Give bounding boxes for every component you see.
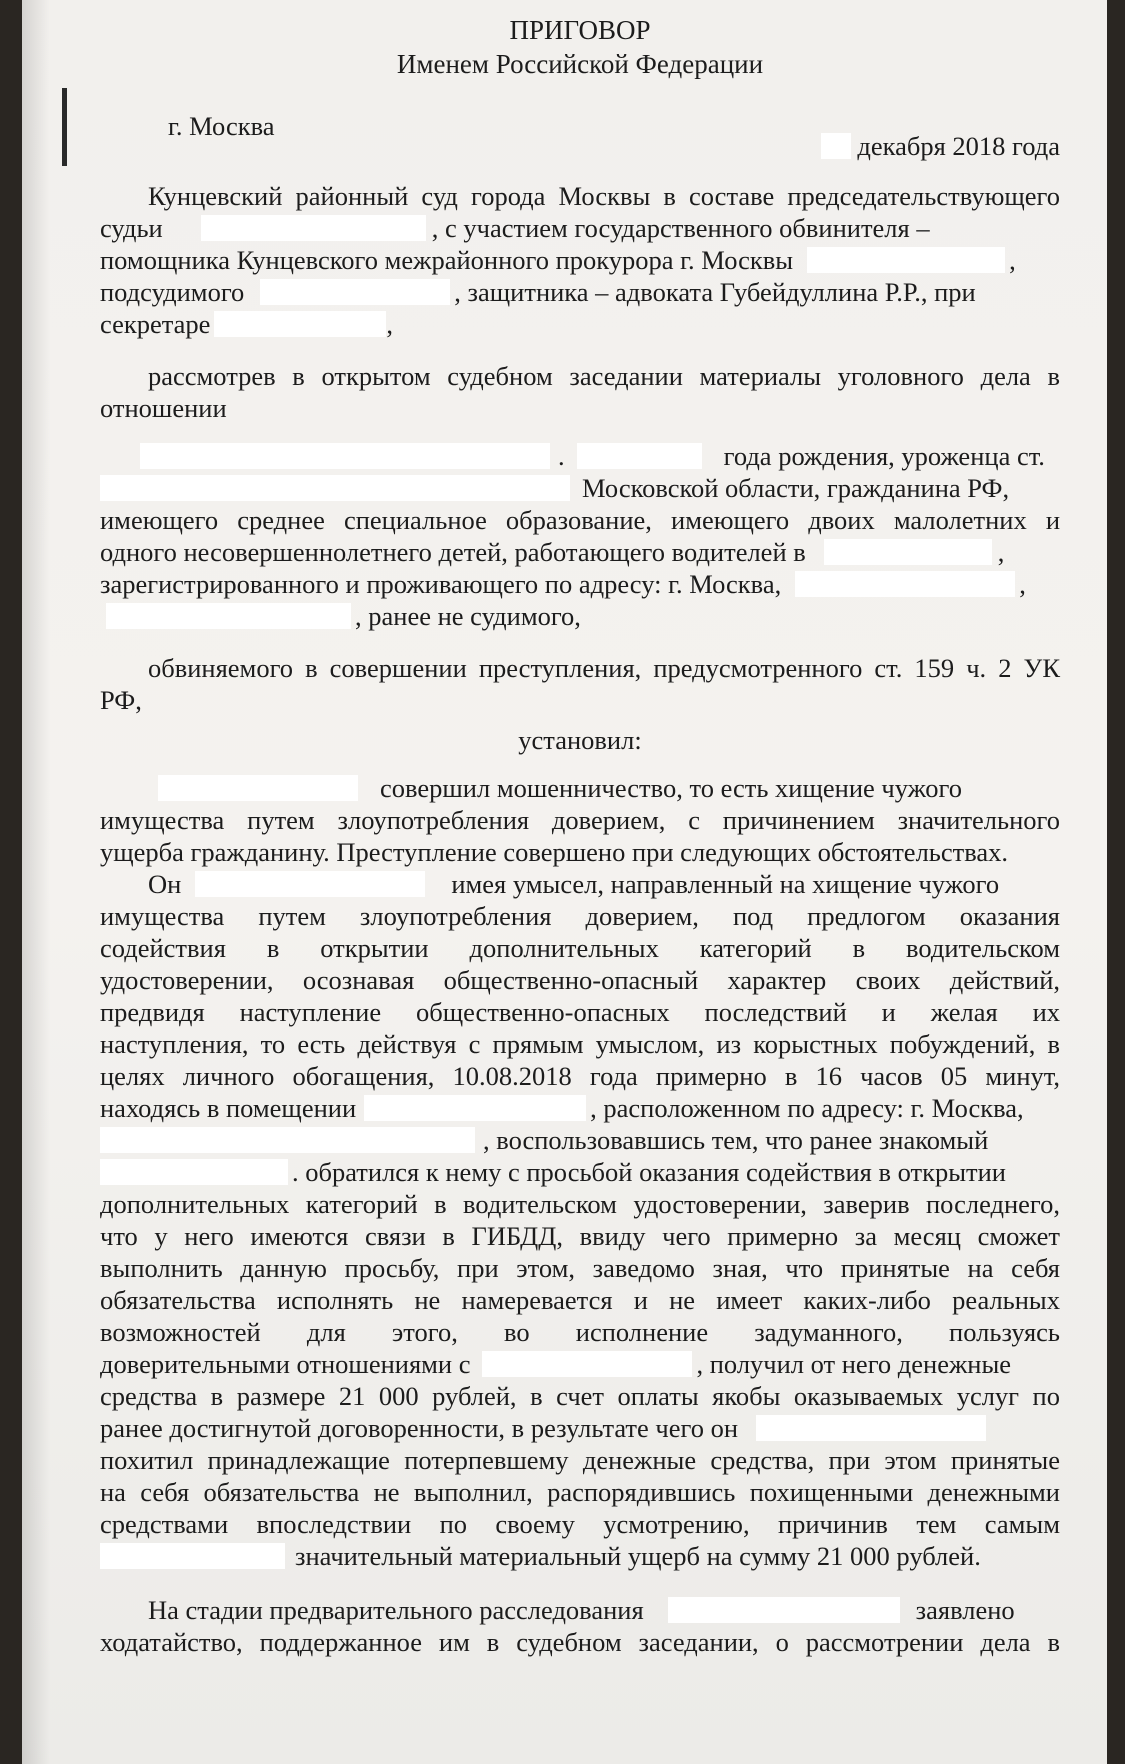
text-line: помощника Кунцевского межрайонного прокурора г. Москвы , [100,245,1016,275]
text-line: удостоверении, осознавая общественно-опасный характер своих действий, [100,965,1060,995]
redaction [795,571,1015,597]
text-line: отношении [100,393,227,423]
document-subtitle: Именем Российской Федерации [396,49,764,79]
redaction [158,775,358,801]
redaction [214,311,386,337]
text-line: значительный материальный ущерб на сумму 21 000 рублей. [100,1540,1060,1572]
text-line: Кунцевский районный суд города Москвы в составе председательствующего [148,181,1060,211]
text-line: дополнительных категорий в водительском удостоверении, заверив последнего, [100,1189,1060,1219]
text-line: предвидя наступление общественно-опасных последствий и желая их [100,997,1060,1027]
text-line: секретаре , [100,309,394,339]
text-line: что у него имеются связи в ГИБДД, ввиду чего примерно за месяц сможет [100,1221,1060,1251]
text-line: На стадии предварительного расследования заявлено [148,1595,1015,1625]
redaction [821,133,851,159]
text-line: . года рождения, уроженца ст. [100,440,1060,472]
text-line: средствами впоследствии по своему усмотрению, причинив тем самым [100,1509,1060,1539]
section-heading: установил: [518,725,642,755]
text-line: обязательства исполнять не намеревается и не имеет каких-либо реальных [100,1285,1060,1315]
redaction [260,279,450,305]
redaction [100,1127,475,1153]
text-line: рассмотрев в открытом судебном заседании материалы уголовного дела в [148,361,1060,391]
redaction [201,215,426,241]
margin-mark [62,88,67,166]
text-line: на себя обязательства не выполнил, распорядившись похищенными денежными [100,1477,1060,1507]
text-line: подсудимого , защитника – адвоката Губейдуллина Р.Р., при [100,277,976,307]
text-line: ранее достигнутой договоренности, в результате чего он [100,1412,1060,1444]
text-line: возможностей для этого, во исполнение задуманного, пользуясь [100,1317,1060,1347]
text-line: имеющего среднее специальное образование, имеющего двоих малолетних и [100,505,1060,535]
redaction [140,443,550,469]
redaction [824,539,992,565]
text-line: РФ, [100,685,142,715]
text-line: средства в размере 21 000 рублей, в счет оплаты якобы оказываемых услуг по [100,1381,1060,1411]
redaction [668,1597,900,1623]
text-line: одного несовершеннолетнего детей, работающего водителей в , [100,537,1005,567]
text-line: , ранее не судимого, [100,600,1060,632]
text-line: Он имея умысел, направленный на хищение чужого [148,869,1000,899]
redaction [364,1095,586,1121]
text-line: . обратился к нему с просьбой оказания содействия в открытии [100,1156,1060,1188]
text-line: Московской области, гражданина РФ, [100,472,1060,504]
redaction [807,247,1005,273]
redaction [195,871,425,897]
redaction [577,443,702,469]
text-line: судьи , с участием государственного обвинителя – [100,213,930,243]
text-line: обвиняемого в совершении преступления, предусмотренного ст. 159 ч. 2 УК [148,653,1060,683]
redaction [482,1351,692,1377]
redaction [100,475,570,501]
text-line: целях личного обогащения, 10.08.2018 года примерно в 16 часов 05 минут, [100,1061,1060,1091]
date-line [100,130,1060,162]
redaction [100,1159,288,1185]
document-title: ПРИГОВОР [509,15,651,45]
text-line: наступления, то есть действуя с прямым умыслом, из корыстных побуждений, в [100,1029,1060,1059]
text-line: ущерба гражданину. Преступление совершено при следующих обстоятельствах. [100,837,1009,867]
text-line: ходатайство, поддержанное им в судебном заседании, о рассмотрении дела в [100,1627,1060,1657]
text-line: зарегистрированного и проживающего по адресу: г. Москва, , [100,569,1026,599]
text-line: содействия в открытии дополнительных категорий в водительском [100,933,1060,963]
text-line: совершил мошенничество, то есть хищение чужого [100,772,1060,804]
text-line: имущества путем злоупотребления доверием, под предлогом оказания [100,901,1060,931]
redaction [756,1415,986,1441]
date: декабря 2018 года [857,131,1060,161]
document-page [22,0,1107,1764]
text-line: доверительными отношениями с , получил от него денежные [100,1349,1012,1379]
place: г. Москва [168,111,275,141]
text-line: , воспользовавшись тем, что ранее знакомый [100,1124,1060,1156]
redaction [100,1543,285,1569]
text-line: имущества путем злоупотребления доверием, с причинением значительного [100,805,1060,835]
redaction [106,603,351,629]
text-line: находясь в помещении , расположенном по адресу: г. Москва, [100,1093,1024,1123]
text-line: выполнить данную просьбу, при этом, заведомо зная, что принятые на себя [100,1253,1060,1283]
text-line: похитил принадлежащие потерпевшему денежные средства, при этом принятые [100,1445,1060,1475]
